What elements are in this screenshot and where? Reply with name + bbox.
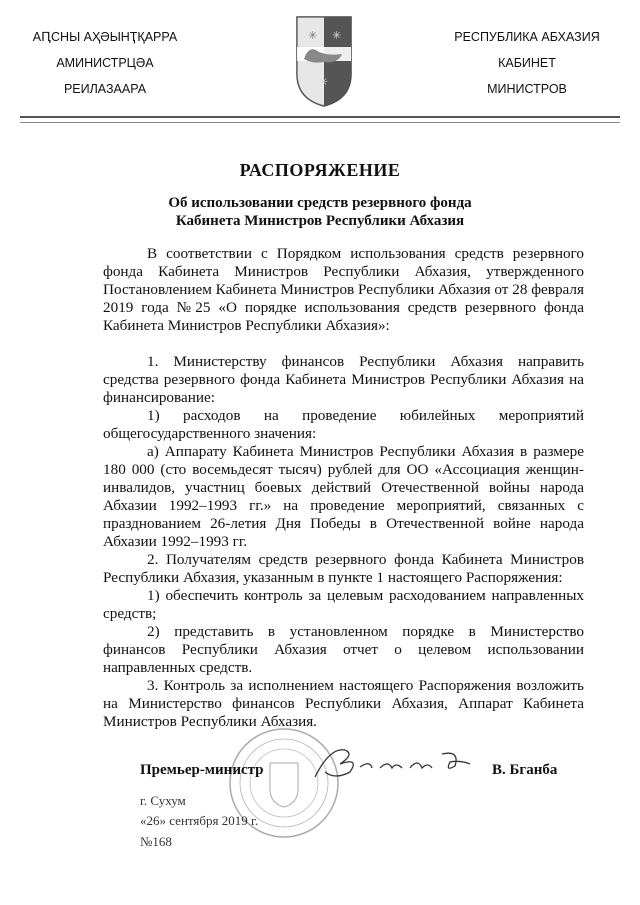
paragraph: 3. Контроль за исполнением настоящего Распоряжения возложить на Министерство финансов Республики Абхазия, Аппарат Кабинета Министров Республики Абхазия. <box>103 677 584 730</box>
subtitle-line: Кабинета Министров Республики Абхазия <box>175 212 465 229</box>
signer-position: Премьер-министр <box>140 762 264 778</box>
header-left <box>0 24 215 102</box>
header-right-line: МИНИСТРОВ <box>487 82 567 96</box>
document-title: РАСПОРЯЖЕНИЕ <box>239 160 401 180</box>
document-date: «26» сентября 2019 г. <box>140 813 259 828</box>
document-body <box>103 245 584 731</box>
paragraph: В соответствии с Порядком использования средств резервного фонда Кабинета Министров Республики Абхазия, утвержденного Постановлением Кабинета Министров Республики Абхазия от 28 февраля 2019 года №25 «О порядке использования средств резервного фонда Кабинета Министров Республики Абхазия»: <box>103 245 584 334</box>
header-left-line: АМИНИСТРЦӘА <box>56 56 154 70</box>
header-right-line: КАБИНЕТ <box>498 56 556 70</box>
header-divider <box>20 116 620 123</box>
paragraph: 2) представить в установленном порядке в Министерство финансов Республики Абхазия отчет о целевом использовании направленных средств. <box>103 623 584 676</box>
document-subtitle <box>0 195 640 230</box>
paragraph: а) Аппарату Кабинета Министров Республики Абхазия в размере 180 000 (сто восемьдесят тысяч) рублей для ОО «Ассоциация женщин-инвалидов, участниц боевых действий Отечественной войны народа Абхазии 1992–1993 гг.» на проведение мероприятий, связанных с празднованием 26-летия Дня Победы в Отечественной войне народа Абхазии 1992–1993 гг. <box>103 443 584 550</box>
svg-text:✳: ✳ <box>308 30 318 42</box>
paragraph: 1) обеспечить контроль за целевым расходованием направленных средств; <box>103 587 584 622</box>
header-left-line: РЕИЛАЗААРА <box>63 82 147 96</box>
handwritten-signature-icon <box>310 742 480 782</box>
header-left-line: АԤСНЫ АҲӘЫНҬҚАРРА <box>32 30 178 44</box>
header-right <box>417 24 637 102</box>
paragraph: 2. Получателям средств резервного фонда Кабинета Министров Республики Абхазия, указанным в пункте 1 настоящего Распоряжения: <box>103 551 584 586</box>
subtitle-line: Об использовании средств резервного фонда <box>168 195 472 211</box>
header-right-line: РЕСПУБЛИКА АБХАЗИЯ <box>454 30 600 44</box>
coat-of-arms-icon <box>294 14 354 108</box>
paragraph: 1. Министерству финансов Республики Абхазия направить средства резервного фонда Кабинета Министров Республики Абхазия на финансирование: <box>103 353 584 406</box>
paragraph: 1) расходов на проведение юбилейных мероприятий общегосударственного значения: <box>103 407 584 442</box>
document-number: №168 <box>140 834 172 849</box>
svg-text:✳: ✳ <box>332 30 342 42</box>
svg-text:✳: ✳ <box>318 75 329 89</box>
signer-name: В. Бганба <box>492 762 558 778</box>
city: г. Сухум <box>140 793 186 808</box>
